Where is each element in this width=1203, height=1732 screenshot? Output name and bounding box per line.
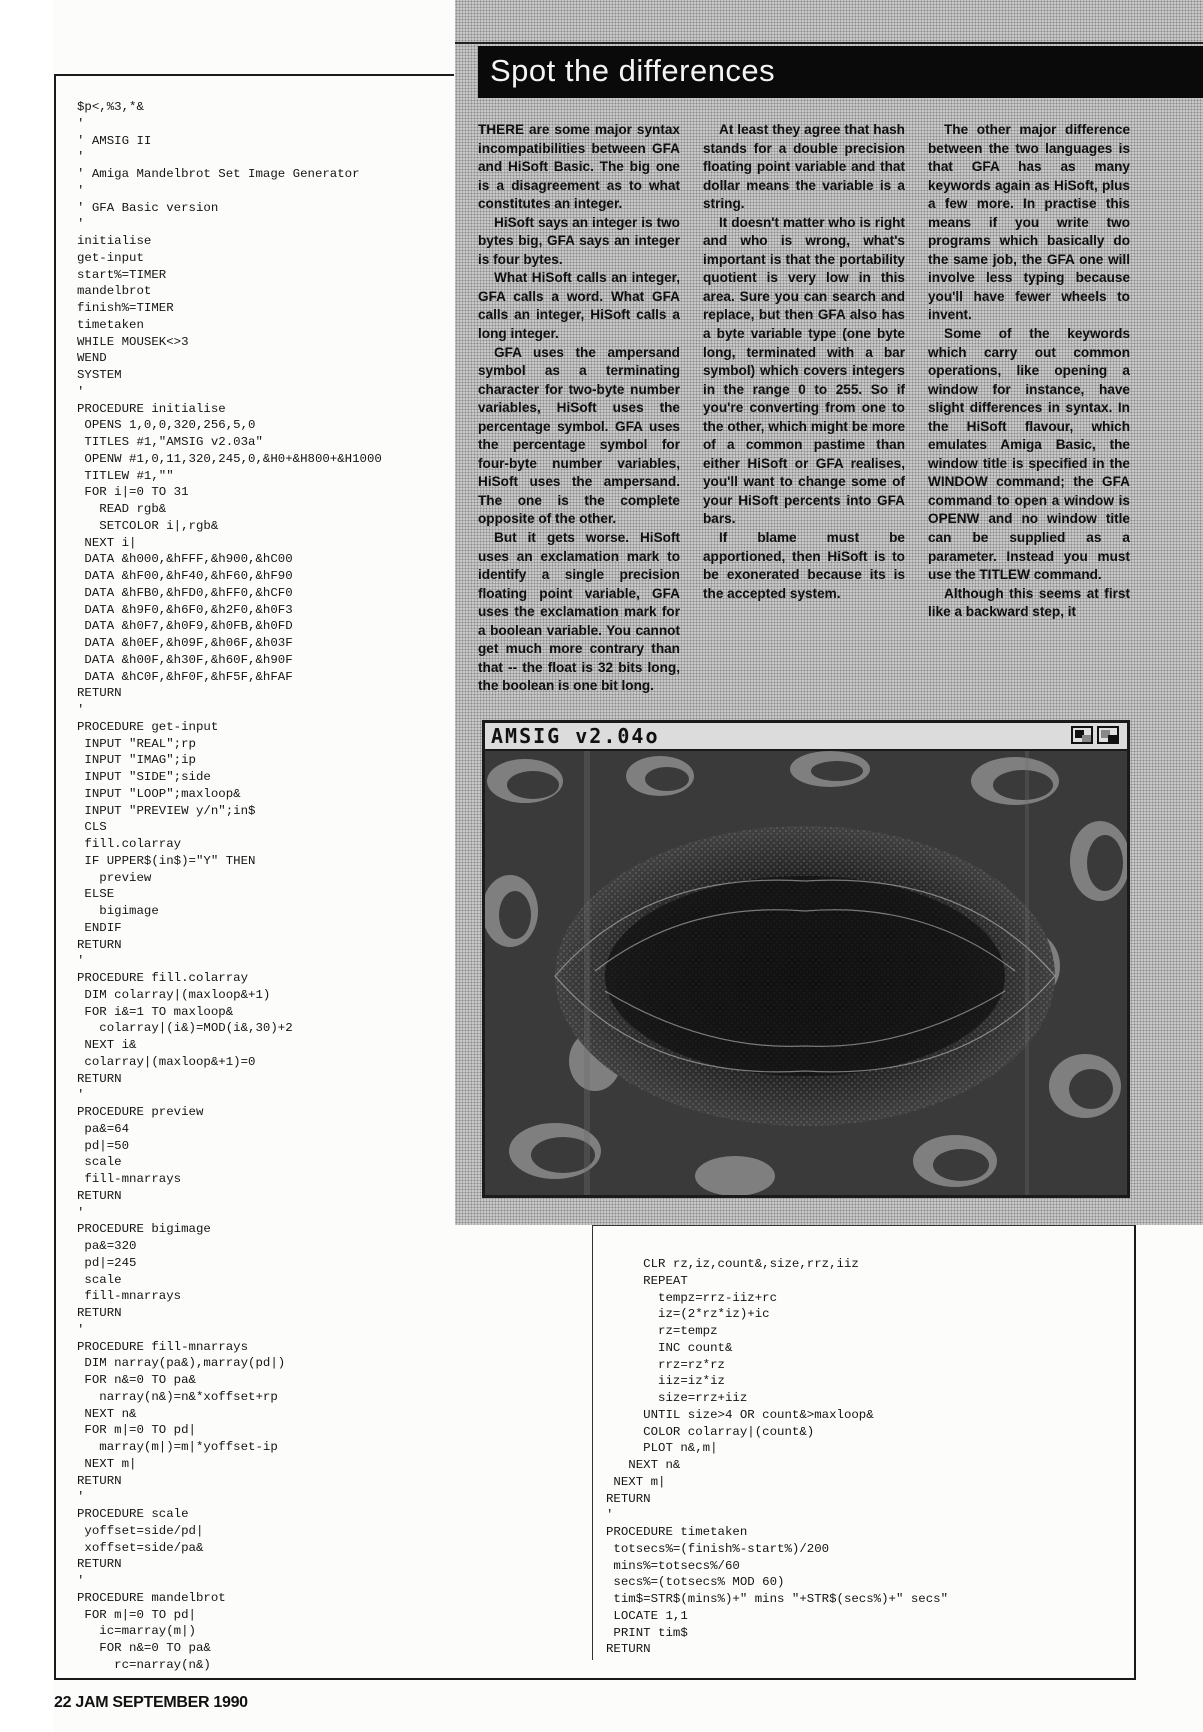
sidebar-column-2 xyxy=(703,121,905,703)
sidebar-paragraph: HiSoft says an integer is two bytes big, GFA says an integer is four bytes. xyxy=(478,214,680,267)
listing-frame-bottom xyxy=(54,1678,1136,1680)
sidebar-paragraph: Although this seems at first like a backward step, it xyxy=(928,585,1130,620)
depth-back-icon xyxy=(1097,726,1119,744)
page-folio: 22 JAM SEPTEMBER 1990 xyxy=(54,1694,248,1711)
sidebar-column-1 xyxy=(478,121,680,703)
amiga-screenshot xyxy=(482,720,1130,1198)
listing-divider xyxy=(592,1225,593,1660)
listing-frame-left xyxy=(54,74,56,1680)
sidebar-column-3 xyxy=(928,121,1130,703)
sidebar-paragraph: Some of the keywords which carry out common operations, like opening a window for instance, have slight differences in syntax. In the HiSoft flavour, which emulates Amiga Basic, the window title is specified in the WINDOW command; the GFA command to open a window is OPENW and no window title can be supplied as a parameter. Instead you must use the TITLEW command. xyxy=(928,326,1130,583)
sidebar-paragraph: At least they agree that hash stands for a double precision floating point variable and that dollar means the variable is a string. xyxy=(703,122,905,212)
page-margin xyxy=(0,0,54,1732)
sidebar-top-rule xyxy=(455,42,1203,44)
code-listing-part-2: CLR rz,iz,count&,size,rrz,iiz REPEAT tempz=rrz-iiz+rc iz=(2*rz*iz)+ic rz=tempz INC count& rrz=rz*rz iiz=iz*iz size=rrz+iiz UNTIL size>4 OR count&>maxloop& COLOR colarray|(count&) PLOT n&,m| NEXT n& NEXT m| RETURN ' PROCEDURE timetaken totsecs%=(finish%-start%)/200 mins%=totsecs%/60 secs%=(totsecs% MOD 60) tim$=STR$(mins%)+" mins "+STR$(secs%)+" secs" LOCATE 1,1 PRINT tim$ RETURN xyxy=(606,1257,949,1657)
screen-title-bar xyxy=(485,723,1127,751)
depth-front-icon xyxy=(1071,726,1093,744)
sidebar-paragraph: GFA uses the ampersand symbol as a terminating character for two-byte number variables, HiSoft uses the percentage symbol. GFA uses the percentage symbol for four-byte number variables, HiSoft uses the ampersand. The one is the complete opposite of the other. xyxy=(478,344,680,527)
sidebar-paragraph: But it gets worse. HiSoft uses an exclamation mark to identify a single precision floating point variable, GFA uses the exclamation mark for a boolean variable. You cannot get much more contrary than that -- the float is 32 bits long, the boolean is one bit long. xyxy=(478,530,680,694)
sidebar-paragraph: It doesn't matter who is right and who is wrong, what's important is that the portability quotient is very low in this area. Sure you can search and replace, but then GFA also has a byte variable type (one byte long, terminated with a bar symbol) which covers integers in the range 0 to 255. So if you're converting from one to the other, which might be more of a common pastime than either HiSoft or GFA realises, you'll want to change some of your HiSoft percents into GFA bars. xyxy=(703,214,905,527)
sidebar-paragraph: If blame must be apportioned, then HiSoft is to be exonerated because its is the accepted system. xyxy=(703,530,905,601)
mandelbrot-image xyxy=(485,751,1127,1195)
sidebar-paragraph: What HiSoft calls an integer, GFA calls a word. What GFA calls an integer, HiSoft calls a long integer. xyxy=(478,270,680,342)
sidebar-title: Spot the differences xyxy=(478,46,1203,98)
sidebar-paragraph: THERE are some major syntax incompatibilities between GFA and HiSoft Basic. The big one is a disagreement as to what constitutes an integer. xyxy=(478,122,680,212)
screen-title: AMSIG v2.04o xyxy=(491,724,660,748)
code-listing-part-1: $p<,%3,*& ' ' AMSIG II ' ' Amiga Mandelbrot Set Image Generator ' ' GFA Basic version ' initialise get-input start%=TIMER mandelbrot finish%=TIMER timetaken WHILE MOUSEK<>3 WEND SYSTEM ' PROCEDURE initialise OPENS 1,0,0,320,256,5,0 TITLES #1,"AMSIG v2.03a" OPENW #1,0,11,320,245,0,&H0+&H800+&H1000 TITLEW #1,"" FOR i|=0 TO 31 READ rgb& SETCOLOR i|,rgb& NEXT i| DATA &h000,&hFFF,&h900,&hC00 DATA &hF00,&hF40,&hF60,&hF90 DATA &hFB0,&hFD0,&hFF0,&hCF0 DATA &h9F0,&h6F0,&h2F0,&h0F3 DATA &h0F7,&h0F9,&h0FB,&h0FD DATA &h0EF,&h09F,&h06F,&h03F DATA &h00F,&h30F,&h60F,&h90F DATA &hC0F,&hF0F,&hF5F,&hFAF RETURN ' PROCEDURE get-input INPUT "REAL";rp INPUT "IMAG";ip INPUT "SIDE";side INPUT "LOOP";maxloop& INPUT "PREVIEW y/n";in$ CLS fill.colarray IF UPPER$(in$)="Y" THEN preview ELSE bigimage ENDIF RETURN ' PROCEDURE fill.colarray DIM colarray|(maxloop&+1) FOR i&=1 TO maxloop& colarray|(i&)=MOD(i&,30)+2 NEXT i& colarray|(maxloop&+1)=0 RETURN ' PROCEDURE preview pa&=64 pd|=50 scale fill-mnarrays RETURN ' PROCEDURE bigimage pa&=320 pd|=245 scale fill-mnarrays RETURN ' PROCEDURE fill-mnarrays DIM narray(pa&),marray(pd|) FOR n&=0 TO pa& narray(n&)=n&*xoffset+rp NEXT n& FOR m|=0 TO pd| marray(m|)=m|*yoffset-ip NEXT m| RETURN ' PROCEDURE scale yoffset=side/pd| xoffset=side/pa& RETURN ' PROCEDURE mandelbrot FOR m|=0 TO pd| ic=marray(m|) FOR n&=0 TO pa& rc=narray(n&) xyxy=(77,100,382,1672)
sidebar-paragraph: The other major difference between the two languages is that GFA has as many keywords again as HiSoft, plus a few more. In practise this means if you write two programs which basically do the same job, the GFA one will involve less typing because you'll have fewer wheels to invent. xyxy=(928,122,1130,323)
listing-frame-right xyxy=(1134,1225,1136,1680)
listing-divider-top xyxy=(592,1225,1134,1226)
listing-frame-top xyxy=(54,74,454,76)
